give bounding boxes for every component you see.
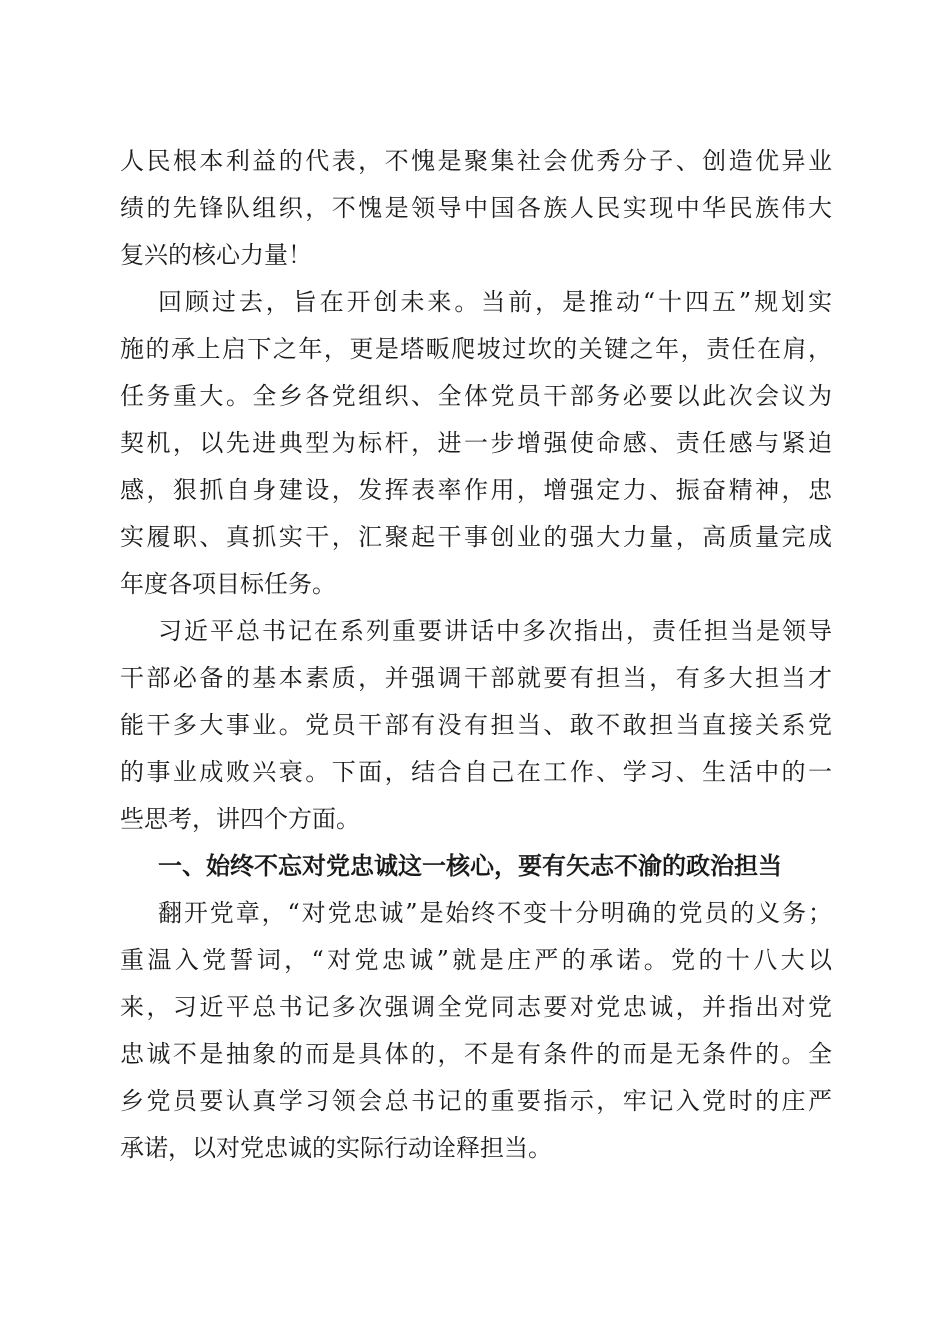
text-line: 年度各项目标任务。	[120, 570, 336, 598]
text-line: 翻开党章，“对党忠诚”是始终不变十分明确的党员的义务；	[158, 899, 832, 927]
text-line: 来，习近平总书记多次强调全党同志要对党忠诚，并指出对党	[120, 993, 832, 1021]
text-line: 习近平总书记在系列重要讲话中多次指出，责任担当是领导	[158, 617, 832, 645]
paragraph-2	[120, 279, 832, 608]
text-line: 干部必备的基本素质，并强调干部就要有担当，有多大担当才	[120, 664, 832, 692]
paragraph-4	[120, 890, 832, 1172]
text-line: 人民根本利益的代表，不愧是聚集社会优秀分子、创造优异业	[120, 147, 832, 175]
paragraph-1	[120, 138, 832, 279]
text-line: 绩的先锋队组织，不愧是领导中国各族人民实现中华民族伟大	[120, 194, 832, 222]
text-line: 任务重大。全乡各党组织、全体党员干部务必要以此次会议为	[120, 382, 832, 410]
text-line: 的事业成败兴衰。下面，结合自己在工作、学习、生活中的一	[120, 758, 832, 786]
text-line: 些思考，讲四个方面。	[120, 805, 360, 833]
text-line: 承诺，以对党忠诚的实际行动诠释担当。	[120, 1134, 552, 1162]
text-line: 回顾过去，旨在开创未来。当前，是推动“十四五”规划实	[158, 288, 832, 316]
document-body	[120, 138, 832, 1172]
text-line: 忠诚不是抽象的而是具体的，不是有条件的而是无条件的。全	[120, 1040, 832, 1068]
text-line: 重温入党誓词，“对党忠诚”就是庄严的承诺。党的十八大以	[120, 946, 832, 974]
text-line: 复兴的核心力量！	[120, 241, 312, 269]
text-line: 乡党员要认真学习领会总书记的重要指示，牢记入党时的庄严	[120, 1087, 832, 1115]
text-line: 实履职、真抓实干，汇聚起干事创业的强大力量，高质量完成	[120, 523, 832, 551]
section-heading	[120, 843, 832, 890]
text-line: 施的承上启下之年，更是塔畈爬坡过坎的关键之年，责任在肩，	[120, 335, 832, 363]
text-line: 能干多大事业。党员干部有没有担当、敢不敢担当直接关系党	[120, 711, 832, 739]
text-line: 契机，以先进典型为标杆，进一步增强使命感、责任感与紧迫	[120, 429, 832, 457]
paragraph-3	[120, 608, 832, 843]
text-line: 感，狠抓自身建设，发挥表率作用，增强定力、振奋精神，忠	[120, 476, 832, 504]
section-heading-text: 一、始终不忘对党忠诚这一核心，要有矢志不渝的政治担当	[158, 852, 782, 880]
